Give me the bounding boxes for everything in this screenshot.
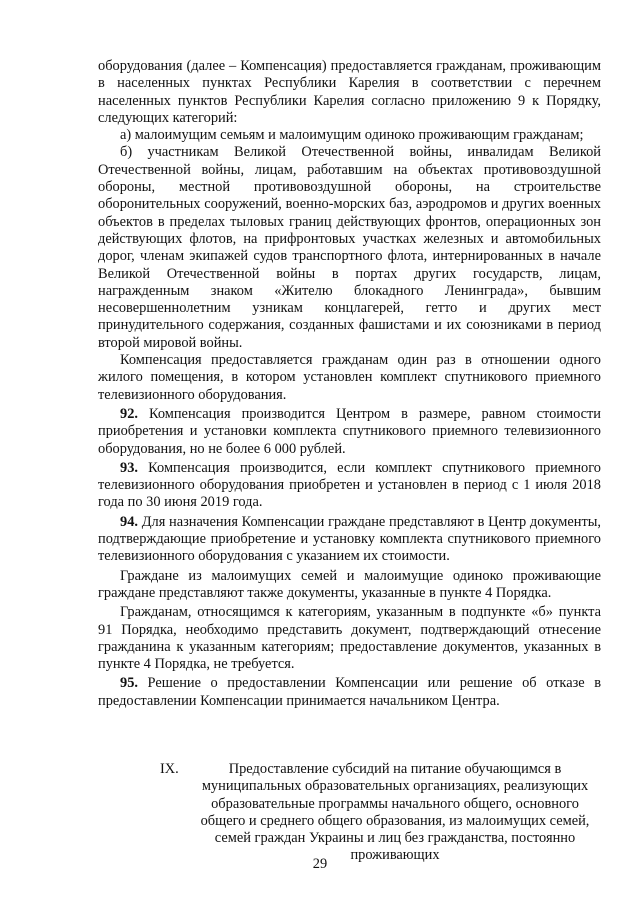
paragraph-once: Компенсация предоставляется гражданам один раз в отношении одного жилого помещения, в котором установлен комплект спутникового приемного телевизионного оборудования.	[98, 352, 601, 403]
clause-text-95: Решение о предоставлении Компенсации или решение об отказе в предоставлении Компенсации принимается начальником Центра.	[98, 675, 601, 709]
clause-number-92: 92.	[120, 405, 138, 422]
body-text	[98, 58, 601, 710]
clause-number-94: 94.	[120, 513, 138, 530]
paragraph-item-b: б) участникам Великой Отечественной войны, инвалидам Великой Отечественной войны, лицам, работавшим на объектах противовоздушной обороны, местной противовоздушной обороны, на строительстве оборонительных сооружений, военно-морских баз, аэродромов и других военных объектов в пределах тыловых границ действующих фронтов, операционных зон действующих флотов, на прифронтовых участках железных и автомобильных дорог, членам экипажей судов транспортного флота, интернированных в начале Великой Отечественной войны в портах других государств, лицам, награжденным знаком «Жителю блокадного Ленинграда», бывшим несовершеннолетним узникам концлагерей, гетто и других мест принудительного содержания, созданных фашистами и их союзниками в период второй мировой войны.	[98, 144, 601, 351]
paragraph-category-b: Гражданам, относящимся к категориям, указанным в подпункте «б» пункта 91 Порядка, необходимо представить документ, подтверждающий отнесение гражданина к указанным категориям; предоставление документов, указанных в пункте 4 Порядка, не требуется.	[98, 604, 601, 673]
paragraph-94	[98, 514, 601, 566]
paragraph-93	[98, 460, 601, 512]
clause-text-93: Компенсация производится, если комплект спутникового приемного телевизионного оборудования приобретен и установлен в период с 1 июля 2018 года по 30 июня 2019 года.	[98, 459, 601, 511]
clause-text-92: Компенсация производится Центром в размере, равном стоимости приобретения и установки комплекта спутникового приемного телевизионного оборудования, но не более 6 000 рублей.	[98, 405, 601, 457]
paragraph-95	[98, 675, 601, 710]
paragraph-intro: оборудования (далее – Компенсация) предоставляется гражданам, проживающим в населенных пунктах Республики Карелия в соответствии с перечнем населенных пунктов Республики Карелия согласно приложению 9 к Порядку, следующих категорий:	[98, 58, 601, 126]
clause-number-95: 95.	[120, 675, 138, 692]
clause-number-93: 93.	[120, 459, 138, 476]
section-numeral: IX.	[160, 761, 179, 777]
section-title: Предоставление субсидий на питание обучающимся в муниципальных образовательных организациях, реализующих образовательные программы начального общего, основного общего и среднего общего образования, из малоимущих семей, семей граждан Украины и лиц без гражданства, постоянно проживающих	[200, 761, 590, 864]
paragraph-item-a: а) малоимущим семьям и малоимущим одиноко проживающим гражданам;	[120, 127, 584, 144]
paragraph-poor-families: Граждане из малоимущих семей и малоимущие одиноко проживающие граждане представляют также документы, указанные в пункте 4 Порядка.	[98, 567, 601, 601]
page-number: 29	[312, 856, 328, 872]
paragraph-92	[98, 406, 601, 458]
clause-text-94: Для назначения Компенсации граждане представляют в Центр документы, подтверждающие приобретение и установку комплекта спутникового приемного телевизионного оборудования с указанием их стоимости.	[98, 513, 601, 565]
section-heading	[160, 761, 600, 865]
